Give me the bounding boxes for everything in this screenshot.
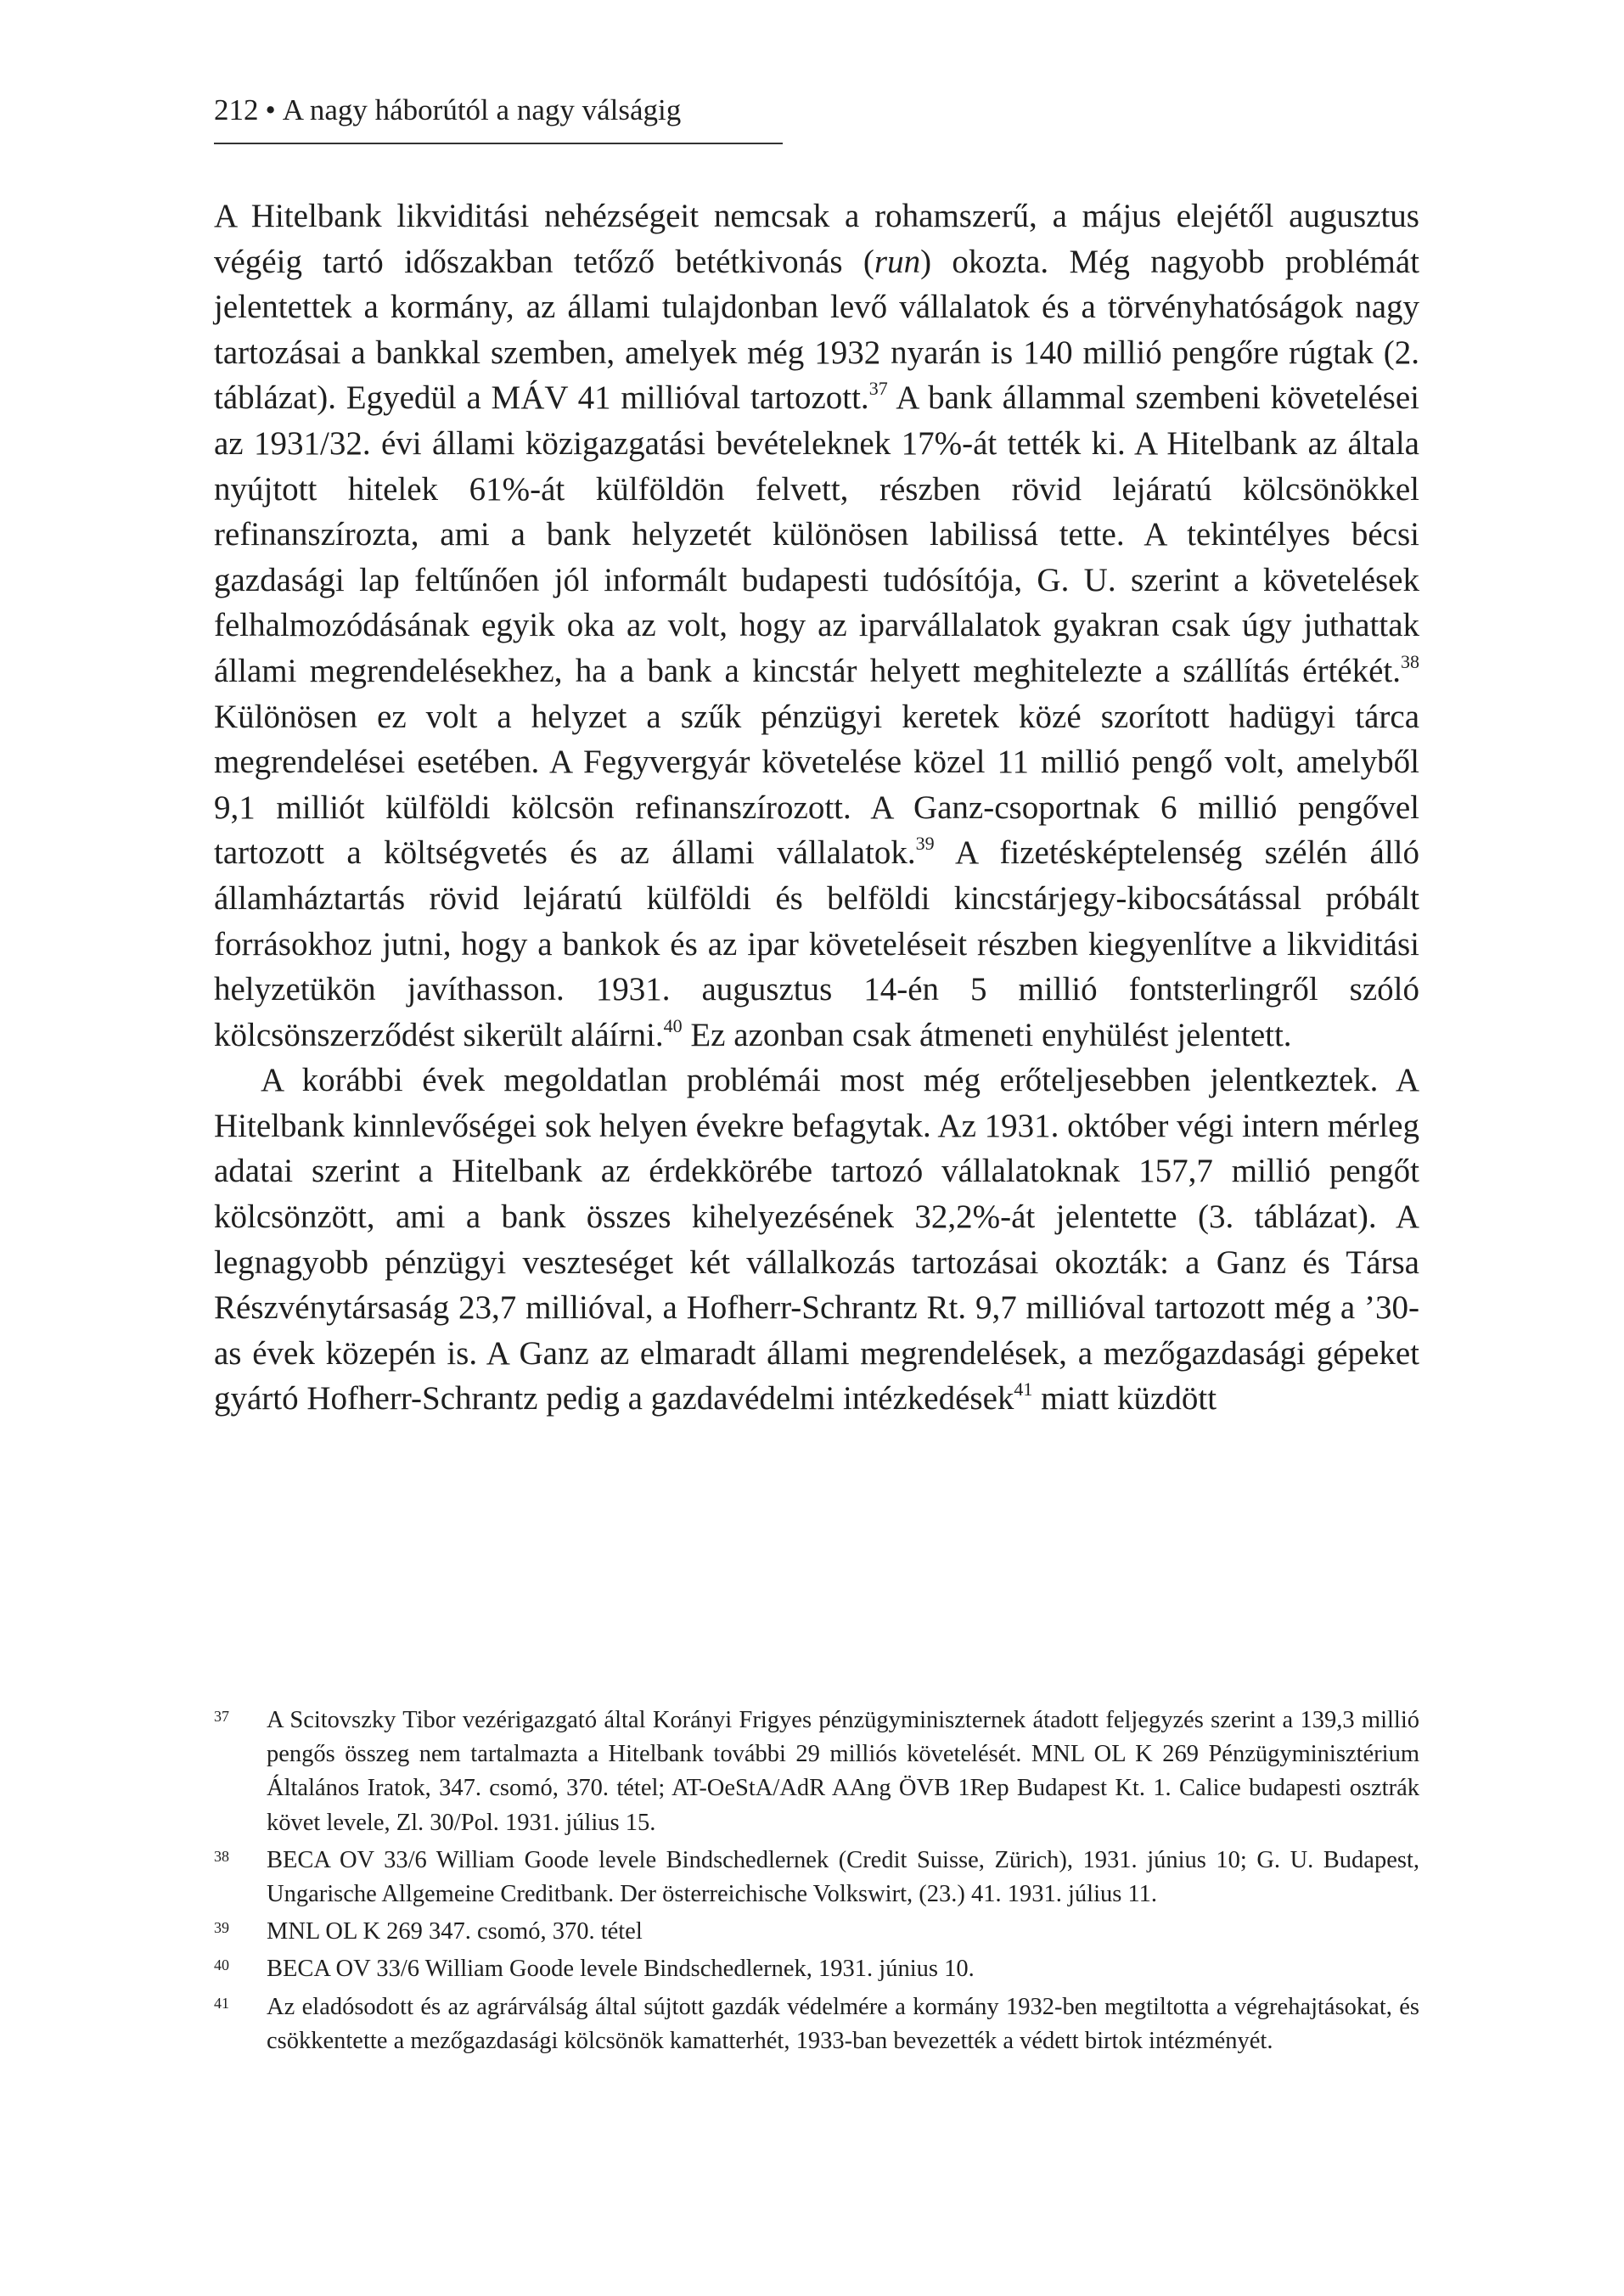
footnote-text: BECA OV 33/6 William Goode levele Bindschedlernek, 1931. június 10.	[267, 1956, 975, 1983]
footnote-ref-37[interactable]: 37	[868, 378, 888, 400]
footnote-number: 39	[214, 1919, 229, 1937]
footnote-text: A Scitovszky Tibor vezérigazgató által Korányi Frigyes pénzügyminiszternek átadott feljegyzés szerint a 139,3 millió pengős összeg nem tartalmazta a Hitelbank további 29 milliós követelését. MNL OL K 269 Pénzügyminisztérium Általános Iratok, 347. csomó, 370. tétel; AT-OeStA/AdR AAng ÖVB 1Rep Budapest Kt. 1. Calice budapesti osztrák követ levele, Zl. 30/Pol. 1931. július 15.	[267, 1707, 1419, 1836]
text-run: miatt küzdött	[1032, 1380, 1217, 1417]
footnote-38	[214, 1844, 1419, 1911]
text-run: A Hitelbank likviditási nehézségeit nemcsak a rohamszerű, a május elejétől augusztus végéig tartó időszakban tetőző betétkivonás (	[214, 198, 1419, 280]
text-run: A bank állammal szembeni követelései az 1931/32. évi állami közigazgatási bevételeknek 17%-át tették ki. A Hitelbank az általa nyújtott hitelek 61%-át külföldön felvett, részben rövid lejáratú kölcsönökkel refinanszírozta, ami a bank helyzetét különösen labilissá tette. A tekintélyes bécsi gazdasági lap feltűnően jól informált budapesti tudósítója, G. U. szerint a követelések felhalmozódásának egyik oka az volt, hogy az iparvállalatok gyakran csak úgy juthattak állami megrendelésekhez, ha a bank a kincstár helyett meghitelezte a szállítás értékét.	[214, 379, 1419, 689]
footnote-text: MNL OL K 269 347. csomó, 370. tétel	[267, 1918, 643, 1945]
body-text	[214, 194, 1419, 1422]
text-run: Ez azonban csak átmeneti enyhülést jelentett.	[682, 1016, 1292, 1053]
italic-term: run	[874, 243, 921, 280]
footnote-number: 40	[214, 1956, 229, 1974]
text-run: Különösen ez volt a helyzet a szűk pénzügyi keretek közé szorított hadügyi tárca megrendelései esetében. A Fegyvergyár követelése közel 11 millió pengő volt, amelyből 9,1 milliót külföldi kölcsön refinanszírozott. A Ganz-csoportnak 6 millió pengővel tartozott a költségvetés és az állami vállalatok.	[214, 698, 1419, 872]
paragraph-2	[214, 1058, 1419, 1422]
footnote-text: BECA OV 33/6 William Goode levele Bindschedlernek (Credit Suisse, Zürich), 1931. június 10; G. U. Budapest, Ungarische Allgemeine Creditbank. Der österreichische Volkswirt, (23.) 41. 1931. július 11.	[267, 1846, 1419, 1908]
text-run: ) okozta. Még nagyobb problémát jelentettek a kormány, az állami tulajdonban levő vállalatok és a törvényhatóságok nagy tartozásai a bankkal szemben, amelyek még 1932 nyarán is 140 millió pengőre rúgtak (2. táblázat). Egyedül a MÁV 41 millióval tartozott.	[214, 243, 1420, 417]
footnote-ref-38[interactable]: 38	[1401, 650, 1419, 672]
footnote-39	[214, 1915, 1419, 1949]
page-number: 212	[214, 93, 259, 126]
header-separator: •	[265, 93, 276, 126]
footnote-ref-41[interactable]: 41	[1014, 1378, 1033, 1401]
footnotes	[214, 1704, 1419, 2062]
footnote-text: Az eladósodott és az agrárválság által sújtott gazdák védelmére a kormány 1932-ben megtiltotta a végrehajtásokat, és csökkentette a mezőgazdasági kölcsönök kamatterhét, 1933-ban bevezették a védett birtok intézményét.	[267, 1993, 1419, 2054]
footnote-number: 38	[214, 1847, 229, 1865]
text-run: A fizetésképtelenség szélén álló államháztartás rövid lejáratú külföldi és belföldi kincstárjegy-kibocsátással próbált forrásokhoz jutni, hogy a bankok és az ipar követeléseit részben kiegyenlítve a likviditási helyzetükön javíthasson. 1931. augusztus 14-én 5 millió fontsterlingről szóló kölcsönszerződést sikerült aláírni.	[214, 834, 1419, 1053]
footnote-41	[214, 1990, 1419, 2058]
running-header	[214, 92, 783, 144]
running-title: A nagy háborútól a nagy válságig	[282, 93, 682, 126]
footnote-ref-40[interactable]: 40	[663, 1014, 683, 1036]
footnote-number: 41	[214, 1994, 229, 2012]
footnote-number: 37	[214, 1708, 229, 1725]
footnote-37	[214, 1704, 1419, 1840]
text-run: A korábbi évek megoldatlan problémái most még erőteljesebben jelentkeztek. A Hitelbank kinnlevőségei sok helyen évekre befagytak. Az 1931. október végi intern mérleg adatai szerint a Hitelbank az érdekkörébe tartozó vállalatoknak 157,7 millió pengőt kölcsönzött, ami a bank összes kihelyezésének 32,2%-át jelentette (3. táblázat). A legnagyobb pénzügyi veszteséget két vállalkozás tartozásai okozták: a Ganz és Társa Részvénytársaság 23,7 millióval, a Hofherr-Schrantz Rt. 9,7 millióval tartozott még a ’30-as évek közepén is. A Ganz az elmaradt állami megrendelések, a mezőgazdasági gépeket gyártó Hofherr-Schrantz pedig a gazdavédelmi intézkedések	[214, 1062, 1419, 1417]
footnote-ref-39[interactable]: 39	[915, 833, 935, 855]
footnote-40	[214, 1952, 1419, 1986]
paragraph-1	[214, 194, 1419, 1058]
